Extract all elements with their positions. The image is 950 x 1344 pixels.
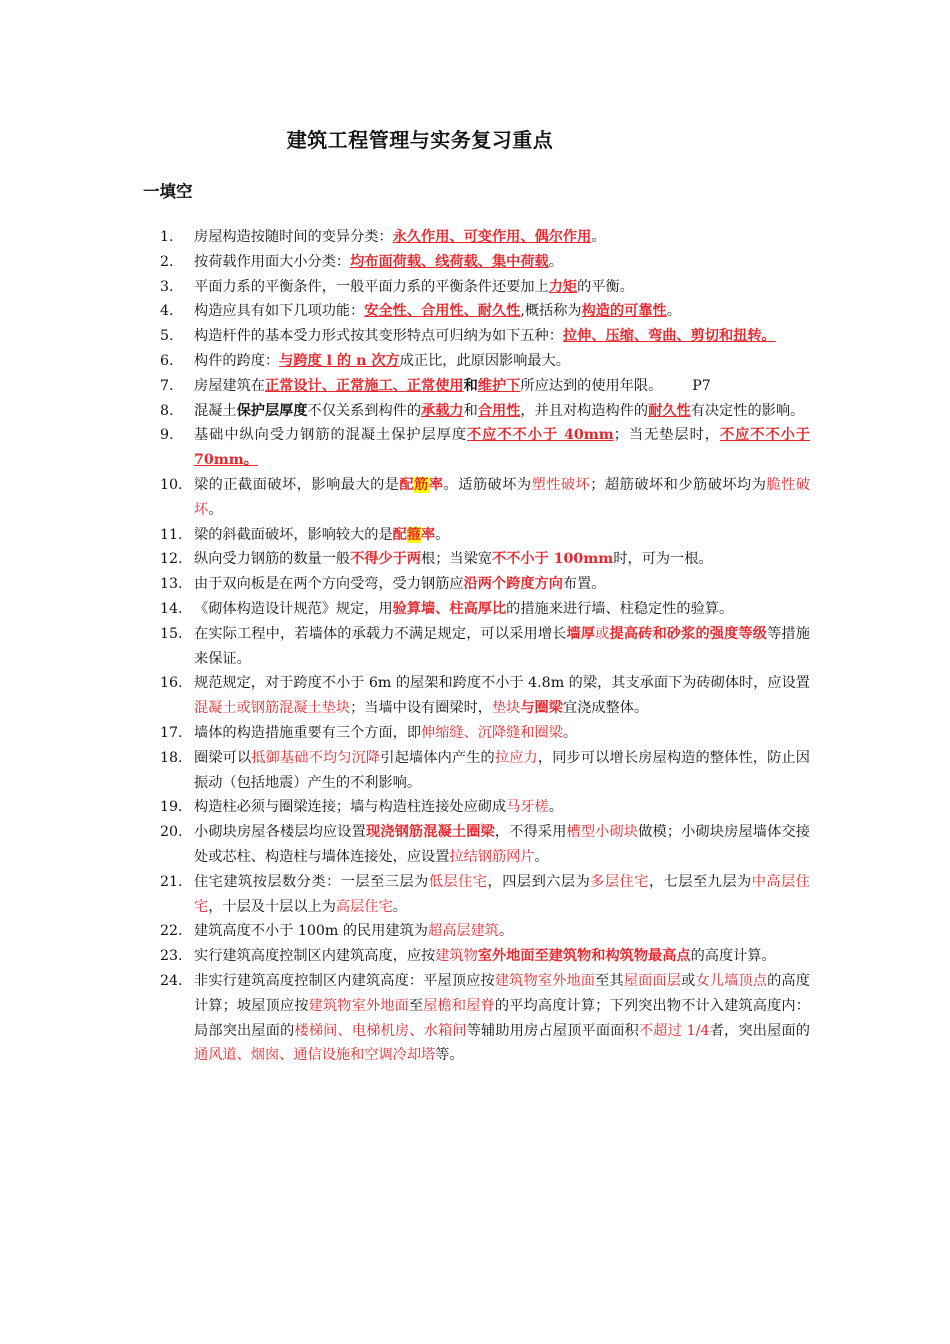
emphasis-run: 不应不不小于 40mm xyxy=(467,427,614,444)
list-item xyxy=(160,250,810,275)
list-item xyxy=(160,399,810,424)
emphasis-run: 承载力 xyxy=(421,402,464,419)
item-number: 6. xyxy=(160,352,174,369)
emphasis-run: 耐久性 xyxy=(648,402,691,419)
item-text xyxy=(194,944,810,969)
emphasis-run: 和 xyxy=(463,377,478,394)
text-run: 小砌块房屋各楼层均应设置 xyxy=(194,824,366,841)
text-run: ；当无垫层时， xyxy=(613,427,720,444)
text-run: 。 xyxy=(548,253,563,270)
text-run: 引起墙体内产生的 xyxy=(380,749,495,766)
item-text xyxy=(194,572,810,597)
text-run: 布置。 xyxy=(562,576,606,593)
text-run: ；超筋破坏和少筋破坏均为 xyxy=(590,476,767,493)
text-run: 构造杆件的基本受力形式按其变形特点可归纳为如下五种： xyxy=(194,328,563,345)
text-run: 至 xyxy=(408,997,424,1014)
item-text xyxy=(194,299,810,324)
item-text xyxy=(194,622,810,672)
text-run: 。 xyxy=(435,526,450,543)
emphasis-run: 现浇钢筋混凝土圈梁 xyxy=(365,824,495,841)
item-text xyxy=(194,870,810,920)
text-run: 。 xyxy=(666,303,681,320)
list-item xyxy=(160,969,810,1068)
text-run: 构造应具有如下几项功能： xyxy=(194,303,365,320)
text-run: 的高度计算。 xyxy=(690,948,776,965)
emphasis-run: 正常设计、正常施工、正常使用 xyxy=(264,377,464,394)
text-run: 的措施来进行墙、柱稳定性的验算。 xyxy=(506,600,734,617)
emphasis-run: 通风道、烟囱、通信设施和空调冷却塔 xyxy=(194,1047,436,1064)
list-item xyxy=(160,374,810,399)
item-text xyxy=(194,919,810,944)
emphasis-run: 室外地面至建筑物和构筑物最高点 xyxy=(477,948,691,965)
text-run: ，十层及十层以上为 xyxy=(208,898,336,915)
text-run: 建筑高度不小于 100m 的民用建筑为 xyxy=(194,923,428,940)
item-number: 16. xyxy=(160,675,183,692)
text-run: 。 xyxy=(562,724,578,741)
text-run: 。 xyxy=(392,898,407,915)
text-run: 梁的斜截面破坏，影响较大的是 xyxy=(194,526,393,543)
text-run: 的高度计算；坡屋顶应按 xyxy=(194,972,810,1014)
item-number: 15. xyxy=(160,625,183,642)
text-run: 宜浇成整体。 xyxy=(562,700,649,717)
item-number: 2. xyxy=(160,253,174,270)
text-run: ，同步可以增长房屋构造的整体性，防止因振动（包括地震）产生的不利影响。 xyxy=(194,749,810,791)
item-number: 21. xyxy=(160,873,183,890)
item-text xyxy=(194,374,810,399)
emphasis-run: 维护下 xyxy=(477,377,521,394)
emphasis-run: 配 xyxy=(392,526,407,543)
item-text xyxy=(194,523,810,548)
emphasis-run: 筋 xyxy=(414,476,429,493)
list-item xyxy=(160,423,810,473)
emphasis-run: 中高层住宅 xyxy=(194,873,810,915)
text-run: 等措施来保证。 xyxy=(194,625,810,667)
text-run: ，七层至九层为 xyxy=(649,873,752,890)
emphasis-run: 超高层建筑 xyxy=(428,923,499,940)
list-item xyxy=(160,299,810,324)
item-number: 3. xyxy=(160,278,174,295)
text-run: 由于双向板是在两个方向受弯，受力钢筋应 xyxy=(194,576,464,593)
text-run: 。 xyxy=(548,799,563,816)
item-text xyxy=(194,547,810,572)
emphasis-run: 槽型小砌块 xyxy=(566,824,639,841)
emphasis-run: 箍 xyxy=(406,526,422,543)
text-run: 。 xyxy=(208,501,223,518)
list-item xyxy=(160,671,810,721)
emphasis-run: 合用性 xyxy=(477,402,521,419)
emphasis-run: 或 xyxy=(595,625,610,642)
text-run: ,概括称为 xyxy=(520,303,582,320)
emphasis-run: 建筑物室外地面 xyxy=(494,972,596,989)
emphasis-run: 屋檐和屋脊 xyxy=(423,997,495,1014)
item-number: 12. xyxy=(160,551,183,568)
emphasis-run: 多层住宅 xyxy=(590,873,649,890)
text-run: ，不得采用 xyxy=(494,824,567,841)
text-run: 的平衡。 xyxy=(577,278,634,295)
item-text xyxy=(194,399,810,424)
list-item xyxy=(160,572,810,597)
emphasis-run: 楼梯间、电梯机房、水箱间 xyxy=(294,1022,467,1039)
text-run: 等。 xyxy=(435,1047,464,1064)
text-run: ，四层到六层为 xyxy=(487,873,591,890)
text-run: 时，可为一根。 xyxy=(613,551,713,568)
emphasis-run: 塑性破坏 xyxy=(531,476,591,493)
list-item xyxy=(160,275,810,300)
section-heading: 一填空 xyxy=(143,182,193,201)
text-run: 或 xyxy=(681,972,696,989)
item-number: 18. xyxy=(160,749,183,766)
item-number: 11. xyxy=(160,526,183,543)
item-text xyxy=(194,225,810,250)
list-item xyxy=(160,721,810,746)
item-number: 14. xyxy=(160,600,183,617)
text-run: 实行建筑高度控制区内建筑高度，应按 xyxy=(194,948,436,965)
text-run: 构件的跨度： xyxy=(194,352,280,369)
item-number: 17. xyxy=(160,724,183,741)
text-run: 纵向受力钢筋的数量一般 xyxy=(194,551,351,568)
emphasis-run: 沿两个跨度方向 xyxy=(463,576,563,593)
item-text xyxy=(194,423,810,473)
item-number: 19. xyxy=(160,799,183,816)
list-item xyxy=(160,349,810,374)
emphasis-run: 保护层厚度 xyxy=(236,402,308,419)
emphasis-run: 安全性、合用性、耐久性 xyxy=(364,303,521,320)
text-run: 《砌体构造设计规范》规定，用 xyxy=(194,600,393,617)
item-number: 9. xyxy=(160,427,174,444)
text-run: 做模；小砌块房屋墙体交接处或芯柱、构造柱与墙体连接处，应设置 xyxy=(194,824,810,865)
text-run: 梁的正截面破坏，影响最大的是 xyxy=(194,476,400,493)
list-item xyxy=(160,622,810,672)
text-run: 。 xyxy=(591,229,606,245)
text-run: 有决定性的影响。 xyxy=(690,402,805,419)
emphasis-run: 低层住宅 xyxy=(428,873,488,890)
emphasis-run: 拉应力 xyxy=(494,749,538,766)
emphasis-run: 永久作用、可变作用、偶尔作用 xyxy=(392,229,592,245)
text-run: 混凝土 xyxy=(194,402,237,419)
text-run: 不仅关系到构件的 xyxy=(307,402,422,419)
emphasis-run: 力矩 xyxy=(548,278,578,295)
text-run: 按荷载作用面大小分类： xyxy=(194,253,351,270)
item-text xyxy=(194,473,810,523)
item-number: 24. xyxy=(160,972,183,989)
item-text xyxy=(194,746,810,796)
text-run: 规范规定，对于跨度不小于 6m 的屋架和跨度不小于 4.8m 的梁，其支承面下为砖砌体时，应设置 xyxy=(194,675,810,692)
item-text xyxy=(194,721,810,746)
text-run: 墙体的构造措施重要有三个方面，即 xyxy=(194,724,422,741)
emphasis-run: 建筑物 xyxy=(435,948,478,965)
emphasis-run: 构造的可靠性 xyxy=(581,303,667,320)
text-run: 等辅助用房占屋顶平面面积 xyxy=(466,1022,639,1039)
text-run: 成正比，此原因影响最大。 xyxy=(399,352,570,369)
item-number: 8. xyxy=(160,402,174,419)
emphasis-run: 高层住宅 xyxy=(335,898,393,915)
text-run: 构造柱必须与圈梁连接；墙与构造柱连接处应砌成 xyxy=(194,799,507,816)
emphasis-run: 垫块 xyxy=(491,700,521,717)
text-run: 者，突出屋面的 xyxy=(709,1022,810,1039)
emphasis-run: 验算墙、柱高厚比 xyxy=(392,600,507,617)
text-run: 圈梁可以 xyxy=(194,749,252,766)
text-run: 至其 xyxy=(595,972,624,989)
item-text xyxy=(194,969,810,1068)
item-number: 23. xyxy=(160,948,183,965)
text-run: 房屋构造按随时间的变异分类： xyxy=(194,229,393,245)
emphasis-run: 建筑物室外地面 xyxy=(308,997,409,1014)
item-number: 1. xyxy=(160,229,174,245)
text-run: ，并且对构造构件的 xyxy=(520,402,649,419)
item-text xyxy=(194,597,810,622)
list-item xyxy=(160,473,810,523)
item-text xyxy=(194,324,810,349)
list-item xyxy=(160,870,810,920)
emphasis-run: 拉结钢筋网片 xyxy=(449,848,535,865)
emphasis-run: 配 xyxy=(399,476,415,493)
text-run: ；当墙中设有圈梁时， xyxy=(350,700,492,717)
item-number: 4. xyxy=(160,303,174,320)
emphasis-run: 混凝土或钢筋混凝土垫块 xyxy=(194,700,351,717)
list-item xyxy=(160,820,810,870)
emphasis-run: 不不小于 100mm xyxy=(491,551,614,568)
emphasis-run: 提高砖和砂浆的强度等级 xyxy=(609,625,768,642)
item-number: 7. xyxy=(160,377,174,394)
text-run: 房屋建筑在 xyxy=(194,377,265,394)
text-run: 非实行建筑高度控制区内建筑高度：平屋顶应按 xyxy=(194,972,495,989)
emphasis-run: 不超过 1/4 xyxy=(638,1022,710,1039)
item-text xyxy=(194,820,810,870)
item-number: 20. xyxy=(160,824,183,841)
text-run: 和 xyxy=(463,402,478,419)
item-text xyxy=(194,671,810,721)
list-item xyxy=(160,225,810,250)
text-run: 平面力系的平衡条件，一般平面力系的平衡条件还要加上 xyxy=(194,278,549,295)
emphasis-run: 伸缩缝、沉降缝和圈梁 xyxy=(421,724,563,741)
item-number: 10. xyxy=(160,476,183,493)
text-run: 。 xyxy=(498,923,514,940)
emphasis-run: 不应不不小于 70mm。 xyxy=(194,427,810,469)
text-run: 根；当梁宽 xyxy=(421,551,492,568)
list-item xyxy=(160,944,810,969)
list-item xyxy=(160,795,810,820)
emphasis-run: 与圈梁 xyxy=(520,700,563,717)
list-item xyxy=(160,547,810,572)
emphasis-run: 不得少于两 xyxy=(350,551,422,568)
item-text xyxy=(194,275,810,300)
text-run: 住宅建筑按层数分类：一层至三层为 xyxy=(194,873,429,890)
item-text xyxy=(194,795,810,820)
text-run: 所应达到的使用年限。 xyxy=(520,377,663,394)
list-item xyxy=(160,523,810,548)
list-item xyxy=(160,746,810,796)
text-run: 在实际工程中，若墙体的承载力不满足规定，可以采用增长 xyxy=(194,625,567,642)
emphasis-run: 率 xyxy=(421,526,436,543)
emphasis-run: 屋面面层 xyxy=(623,972,682,989)
text-run: 基础中纵向受力钢筋的混凝土保护层厚度 xyxy=(194,427,468,444)
emphasis-run: 脆性破坏 xyxy=(194,476,810,518)
text-run: 。适筋破坏为 xyxy=(443,476,532,493)
emphasis-run: 拉伸、压缩、弯曲、剪切和扭转。 xyxy=(562,328,776,345)
emphasis-run: 率 xyxy=(428,476,444,493)
list-item xyxy=(160,324,810,349)
item-number: 13. xyxy=(160,576,183,593)
emphasis-run: 抵御基础不均匀沉降 xyxy=(251,749,381,766)
emphasis-run: 女儿墙顶点 xyxy=(695,972,768,989)
item-text xyxy=(194,349,810,374)
emphasis-run: 马牙槎 xyxy=(506,799,549,816)
text-run: 。 xyxy=(534,848,549,865)
fill-in-list xyxy=(160,225,810,1068)
list-item xyxy=(160,597,810,622)
item-number: 22. xyxy=(160,923,183,940)
text-run: 的平均高度计算；下列突出物不计入建筑高度内：局部突出屋面的 xyxy=(194,997,810,1039)
emphasis-run: 均布面荷载、线荷载、集中荷载 xyxy=(350,253,549,270)
emphasis-run: 墙厚 xyxy=(566,625,596,642)
item-text xyxy=(194,250,810,275)
list-item xyxy=(160,919,810,944)
emphasis-run: P7 xyxy=(692,377,711,394)
emphasis-run: 与跨度 l 的 n 次方 xyxy=(279,352,400,369)
document-title: 建筑工程管理与实务复习重点 xyxy=(286,128,554,152)
item-number: 5. xyxy=(160,328,174,345)
